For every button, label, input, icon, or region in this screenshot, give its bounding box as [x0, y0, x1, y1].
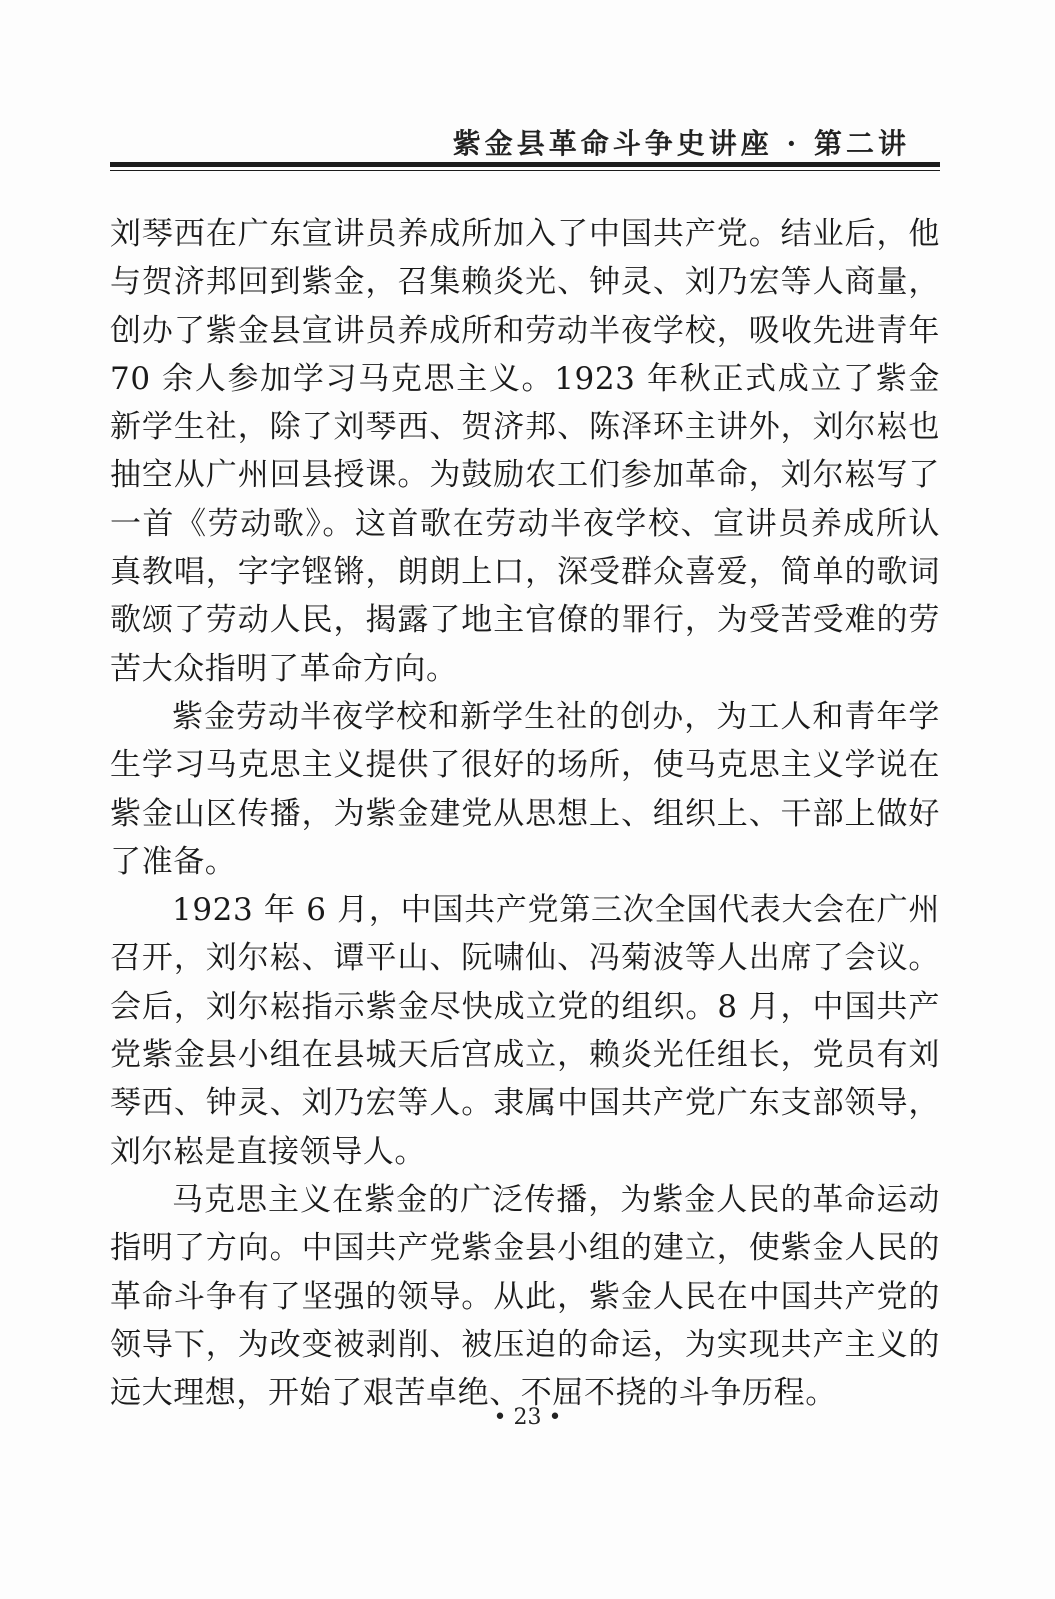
header-rule-thin — [110, 170, 940, 171]
running-header: 紫金县革命斗争史讲座 · 第二讲 — [452, 127, 910, 160]
header-rule-thick — [110, 162, 940, 167]
page-number: • 23 • — [493, 1405, 562, 1430]
paragraph-4: 马克思主义在紫金的广泛传播，为紫金人民的革命运动指明了方向。中国共产党紫金县小组的建立，使紫金人民的革命斗争有了坚强的领导。从此，紫金人民在中国共产党的领导下，为改变被剥削、被压迫的命运，为实现共产主义的远大理想，开始了艰苦卓绝、不屈不挠的斗争历程。 — [110, 1181, 940, 1412]
body-text — [110, 210, 940, 1417]
paragraph-1: 刘琴西在广东宣讲员养成所加入了中国共产党。结业后，他与贺济邦回到紫金，召集赖炎光、钟灵、刘乃宏等人商量，创办了紫金县宣讲员养成所和劳动半夜学校，吸收先进青年 70 余人参加学习马克思主义。1923 年秋正式成立了紫金新学生社，除了刘琴西、贺济邦、陈泽环主讲外，刘尔崧也抽空从广州回县授课。为鼓励农工们参加革命，刘尔崧写了一首《劳动歌》。这首歌在劳动半夜学校、宣讲员养成所认真教唱，字字铿锵，朗朗上口，深受群众喜爱，简单的歌词歌颂了劳动人民，揭露了地主官僚的罪行，为受苦受难的劳苦大众指明了革命方向。 — [110, 216, 940, 687]
paragraph-3: 1923 年 6 月，中国共产党第三次全国代表大会在广州召开，刘尔崧、谭平山、阮啸仙、冯菊波等人出席了会议。会后，刘尔崧指示紫金尽快成立党的组织。8 月，中国共产党紫金县小组在县城天后宫成立，赖炎光任组长，党员有刘琴西、钟灵、刘乃宏等人。隶属中国共产党广东支部领导，刘尔崧是直接领导人。 — [110, 892, 940, 1170]
paragraph-2: 紫金劳动半夜学校和新学生社的创办，为工人和青年学生学习马克思主义提供了很好的场所，使马克思主义学说在紫金山区传播，为紫金建党从思想上、组织上、干部上做好了准备。 — [110, 698, 940, 880]
